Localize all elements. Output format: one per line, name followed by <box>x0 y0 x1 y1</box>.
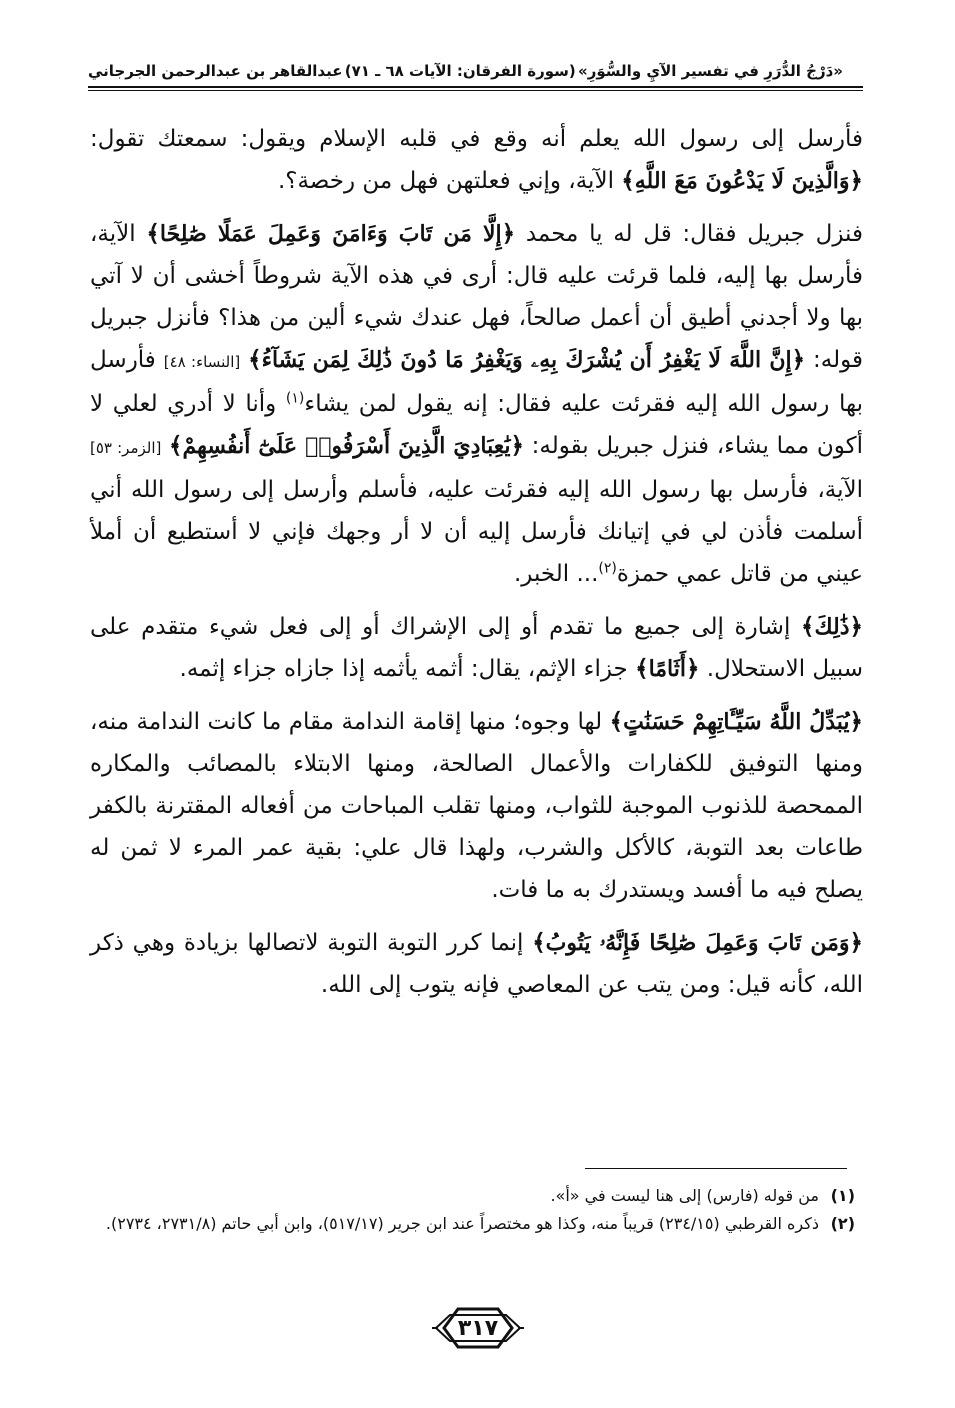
text: ... الخبر. <box>513 561 599 587</box>
page-number-ornament <box>430 1303 526 1353</box>
header-section: (سورة الفرقان: الآيات ٦٨ ـ ٧١) <box>344 62 576 80</box>
footnote-2 <box>100 1212 855 1236</box>
footnotes <box>100 1184 855 1240</box>
quran-quote: ذَٰلِكَ <box>814 614 850 640</box>
text: الآية، وإني فعلتهن فهل من رخصة؟. <box>277 168 622 194</box>
paragraph-4 <box>90 701 863 911</box>
paragraph-1 <box>90 118 863 202</box>
quran-close-bracket: ﴾ <box>635 655 649 682</box>
footnote-separator <box>585 1168 847 1169</box>
quran-quote: إِنَّ اللَّهَ لَا يَغْفِرُ أَن يُشْرَكَ بِهِۦ وَيَغْفِرُ مَا دُونَ ذَٰلِكَ لِمَن يَشَآءُ <box>261 347 792 373</box>
quran-quote: إِلَّا مَن تَابَ وَءَامَنَ وَعَمِلَ عَمَلًا صَٰلِحًا <box>159 221 502 247</box>
text: الآية، فأرسل بها إليه، فلما قرئت عليه قال: أرى في هذه الآية شروطاً أخشى أن لا آتي بها ولا أجدني أطيق أن أعمل صالحاً، فهل عندك شيء ألين من هذا؟ فأنزل جبريل قوله: <box>90 221 863 373</box>
quran-open-bracket: ﴿ <box>849 167 863 194</box>
paragraph-5 <box>90 922 863 1006</box>
quran-quote: يُبَدِّلُ اللَّهُ سَيِّـَٔاتِهِمْ حَسَنَٰتٍ <box>623 709 850 735</box>
footnote-ref-2[interactable]: (٢) <box>598 560 617 577</box>
quran-open-bracket: ﴿ <box>849 613 863 640</box>
header-author: عبدالقاهر بن عبدالرحمن الجرجاني <box>88 62 343 80</box>
quran-open-bracket: ﴿ <box>849 929 863 956</box>
quran-close-bracket: ﴾ <box>248 346 262 373</box>
quran-quote: وَمَن تَابَ وَعَمِلَ صَٰلِحًا فَإِنَّهُۥ يَتُوبُ <box>545 930 850 956</box>
quran-quote: وَالَّذِينَ لَا يَدْعُونَ مَعَ اللَّهِ <box>634 168 850 194</box>
running-header <box>88 58 843 84</box>
text: لها وجوه؛ منها إقامة الندامة مقام ما كانت الندامة منه، ومنها التوفيق للكفارات والأعمال الصالحة، ومنها الابتلاء بالمصائب والمكاره الممحصة للذنوب الموجبة للثواب، ومنها تقلب المباحات من أفعاله المقترنة بالكفر طاعات بعد التوبة، كالأكل والشرب، ولهذا قال علي: بقية عمر المرء لا ثمن له يصلح فيه ما أفسد ويستدرك به ما فات. <box>90 709 863 903</box>
quran-close-bracket: ﴾ <box>621 167 635 194</box>
quran-close-bracket: ﴾ <box>146 220 160 247</box>
quran-quote: أَثَامًا <box>648 656 686 682</box>
quran-close-bracket: ﴾ <box>169 432 183 459</box>
text: وأنا لا أدري لعلي لا أكون مما يشاء، فنزل جبريل بقوله: <box>90 391 863 459</box>
text: الآية، فأرسل بها رسول الله إليه فقرئت عليه، فأسلم وأرسل إلى رسول الله أني أسلمت فأذن لي في إتيانك فأرسل إليه أن لا أر وجهك فإني لا أستطيع أن أملأ عيني من قاتل عمي حمزة <box>90 477 863 587</box>
quran-close-bracket: ﴾ <box>532 929 546 956</box>
text: فأرسل بها رسول الله إليه فقرئت عليه فقال: إنه يقول لمن يشاء <box>90 347 863 417</box>
footnote-1 <box>100 1184 855 1208</box>
quran-close-bracket: ﴾ <box>609 708 624 735</box>
footnote-ref-1[interactable]: (١) <box>285 390 305 407</box>
paragraph-3 <box>90 606 863 690</box>
text: فنزل جبريل فقال: قل له يا محمد <box>515 221 863 247</box>
paragraph-2 <box>90 213 863 595</box>
text: جزاء الإثم، يقال: أثمه يأثمه إذا جازاه جزاء إثمه. <box>179 656 636 682</box>
quran-open-bracket: ﴿ <box>849 708 863 735</box>
quran-quote: يَٰعِبَادِيَ الَّذِينَ أَسْرَفُوا۟ عَلَىٰٓ أَنفُسِهِمْ <box>182 433 511 459</box>
header-rule <box>88 86 863 88</box>
quran-open-bracket: ﴿ <box>791 346 806 373</box>
verse-reference: [الزمر: ٥٣] <box>90 439 162 457</box>
quran-open-bracket: ﴿ <box>686 655 700 682</box>
verse-reference: [النساء: ٤٨] <box>163 353 241 371</box>
main-text <box>90 118 863 1006</box>
quran-close-bracket: ﴾ <box>800 613 815 640</box>
text: إشارة إلى جميع ما تقدم أو إلى الإشراك أو إلى فعل شيء متقدم على سبيل الاستحلال. <box>90 614 863 682</box>
text: فأرسل إلى رسول الله يعلم أنه وقع في قلبه الإسلام ويقول: سمعتك تقول: <box>90 126 863 152</box>
header-book-title: «دَرْجُ الدُّرَرِ في تفسير الآيِ والسُّوَرِ» <box>578 62 843 80</box>
quran-open-bracket: ﴿ <box>501 220 516 247</box>
quran-open-bracket: ﴿ <box>510 432 524 459</box>
footnote-number: (٢) <box>830 1214 855 1233</box>
footnote-number: (١) <box>830 1186 855 1205</box>
page-number: ٣١٧ <box>457 1315 499 1341</box>
footnote-text: ذكره القرطبي (٢٣٤/١٥) قريباً منه، وكذا هو مختصراً عند ابن جرير (٥١٧/١٧)، وابن أبي حاتم (٢٧٣١/٨، ٢٧٣٤). <box>105 1214 819 1233</box>
text: إنما كرر التوبة التوبة لاتصالها بزيادة وهي ذكر الله، كأنه قيل: ومن يتب عن المعاصي فإنه يتوب إلى الله. <box>90 930 863 998</box>
footnote-text: من قوله (فارس) إلى هنا ليست في «أ». <box>550 1186 819 1205</box>
